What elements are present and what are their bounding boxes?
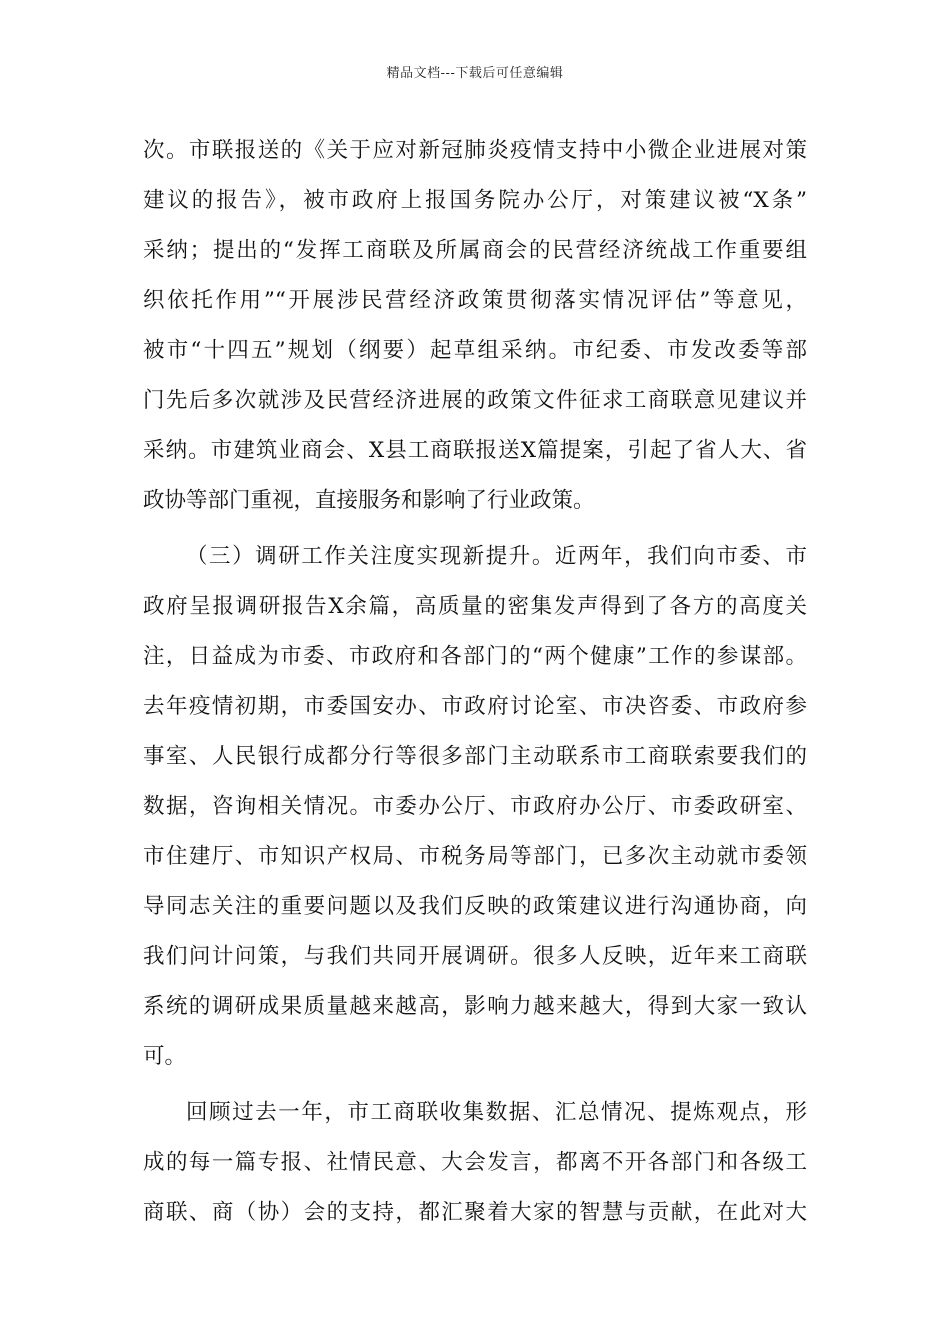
text-line: 去年疫情初期，市委国安办、市政府讨论室、市决咨委、市政府参 (143, 694, 807, 719)
text-line: 市住建厅、市知识产权局、市税务局等部门，已多次主动就市委领 (143, 844, 807, 869)
text-line: 可。 (143, 1044, 187, 1069)
text-line: 政协等部门重视，直接服务和影响了行业政策。 (143, 488, 595, 513)
text-line: 门先后多次就涉及民营经济进展的政策文件征求工商联意见建议并 (143, 388, 807, 413)
text-line: （三）调研工作关注度实现新提升。近两年，我们向市委、市 (186, 544, 807, 569)
page-header: 精品文档---下载后可任意编辑 (386, 66, 564, 81)
text-line: 回顾过去一年，市工商联收集数据、汇总情况、提炼观点，形 (186, 1100, 807, 1125)
text-line: 商联、商（协）会的支持，都汇聚着大家的智慧与贡献，在此对大 (143, 1200, 807, 1225)
text-line: 次。市联报送的《关于应对新冠肺炎疫情支持中小微企业进展对策 (143, 138, 807, 163)
text-line: 政府呈报调研报告X余篇，高质量的密集发声得到了各方的高度关 (143, 594, 807, 619)
text-line: 采纳。市建筑业商会、X县工商联报送X篇提案，引起了省人大、省 (143, 438, 807, 463)
text-line: 数据，咨询相关情况。市委办公厅、市政府办公厅、市委政研室、 (143, 794, 807, 819)
text-line: 我们问计问策，与我们共同开展调研。很多人反映，近年来工商联 (143, 944, 807, 969)
text-line: 系统的调研成果质量越来越高，影响力越来越大，得到大家一致认 (143, 994, 807, 1019)
text-line: 建议的报告》，被市政府上报国务院办公厅，对策建议被“X条” (143, 188, 807, 213)
text-line: 事室、人民银行成都分行等很多部门主动联系市工商联索要我们的 (143, 744, 807, 769)
document-body (143, 126, 807, 1238)
text-line: 导同志关注的重要问题以及我们反映的政策建议进行沟通协商，向 (143, 894, 807, 919)
text-line: 注，日益成为市委、市政府和各部门的“两个健康”工作的参谋部。 (143, 644, 807, 669)
text-line: 采纳；提出的“发挥工商联及所属商会的民营经济统战工作重要组 (143, 238, 807, 263)
text-line: 被市“十四五”规划（纲要）起草组采纳。市纪委、市发改委等部 (143, 338, 807, 363)
text-line: 成的每一篇专报、社情民意、大会发言，都离不开各部门和各级工 (143, 1150, 807, 1175)
text-line: 织依托作用”“开展涉民营经济政策贯彻落实情况评估”等意见， (143, 288, 807, 313)
paragraph (143, 126, 807, 526)
paragraph (143, 1088, 807, 1238)
paragraph (143, 532, 807, 1082)
